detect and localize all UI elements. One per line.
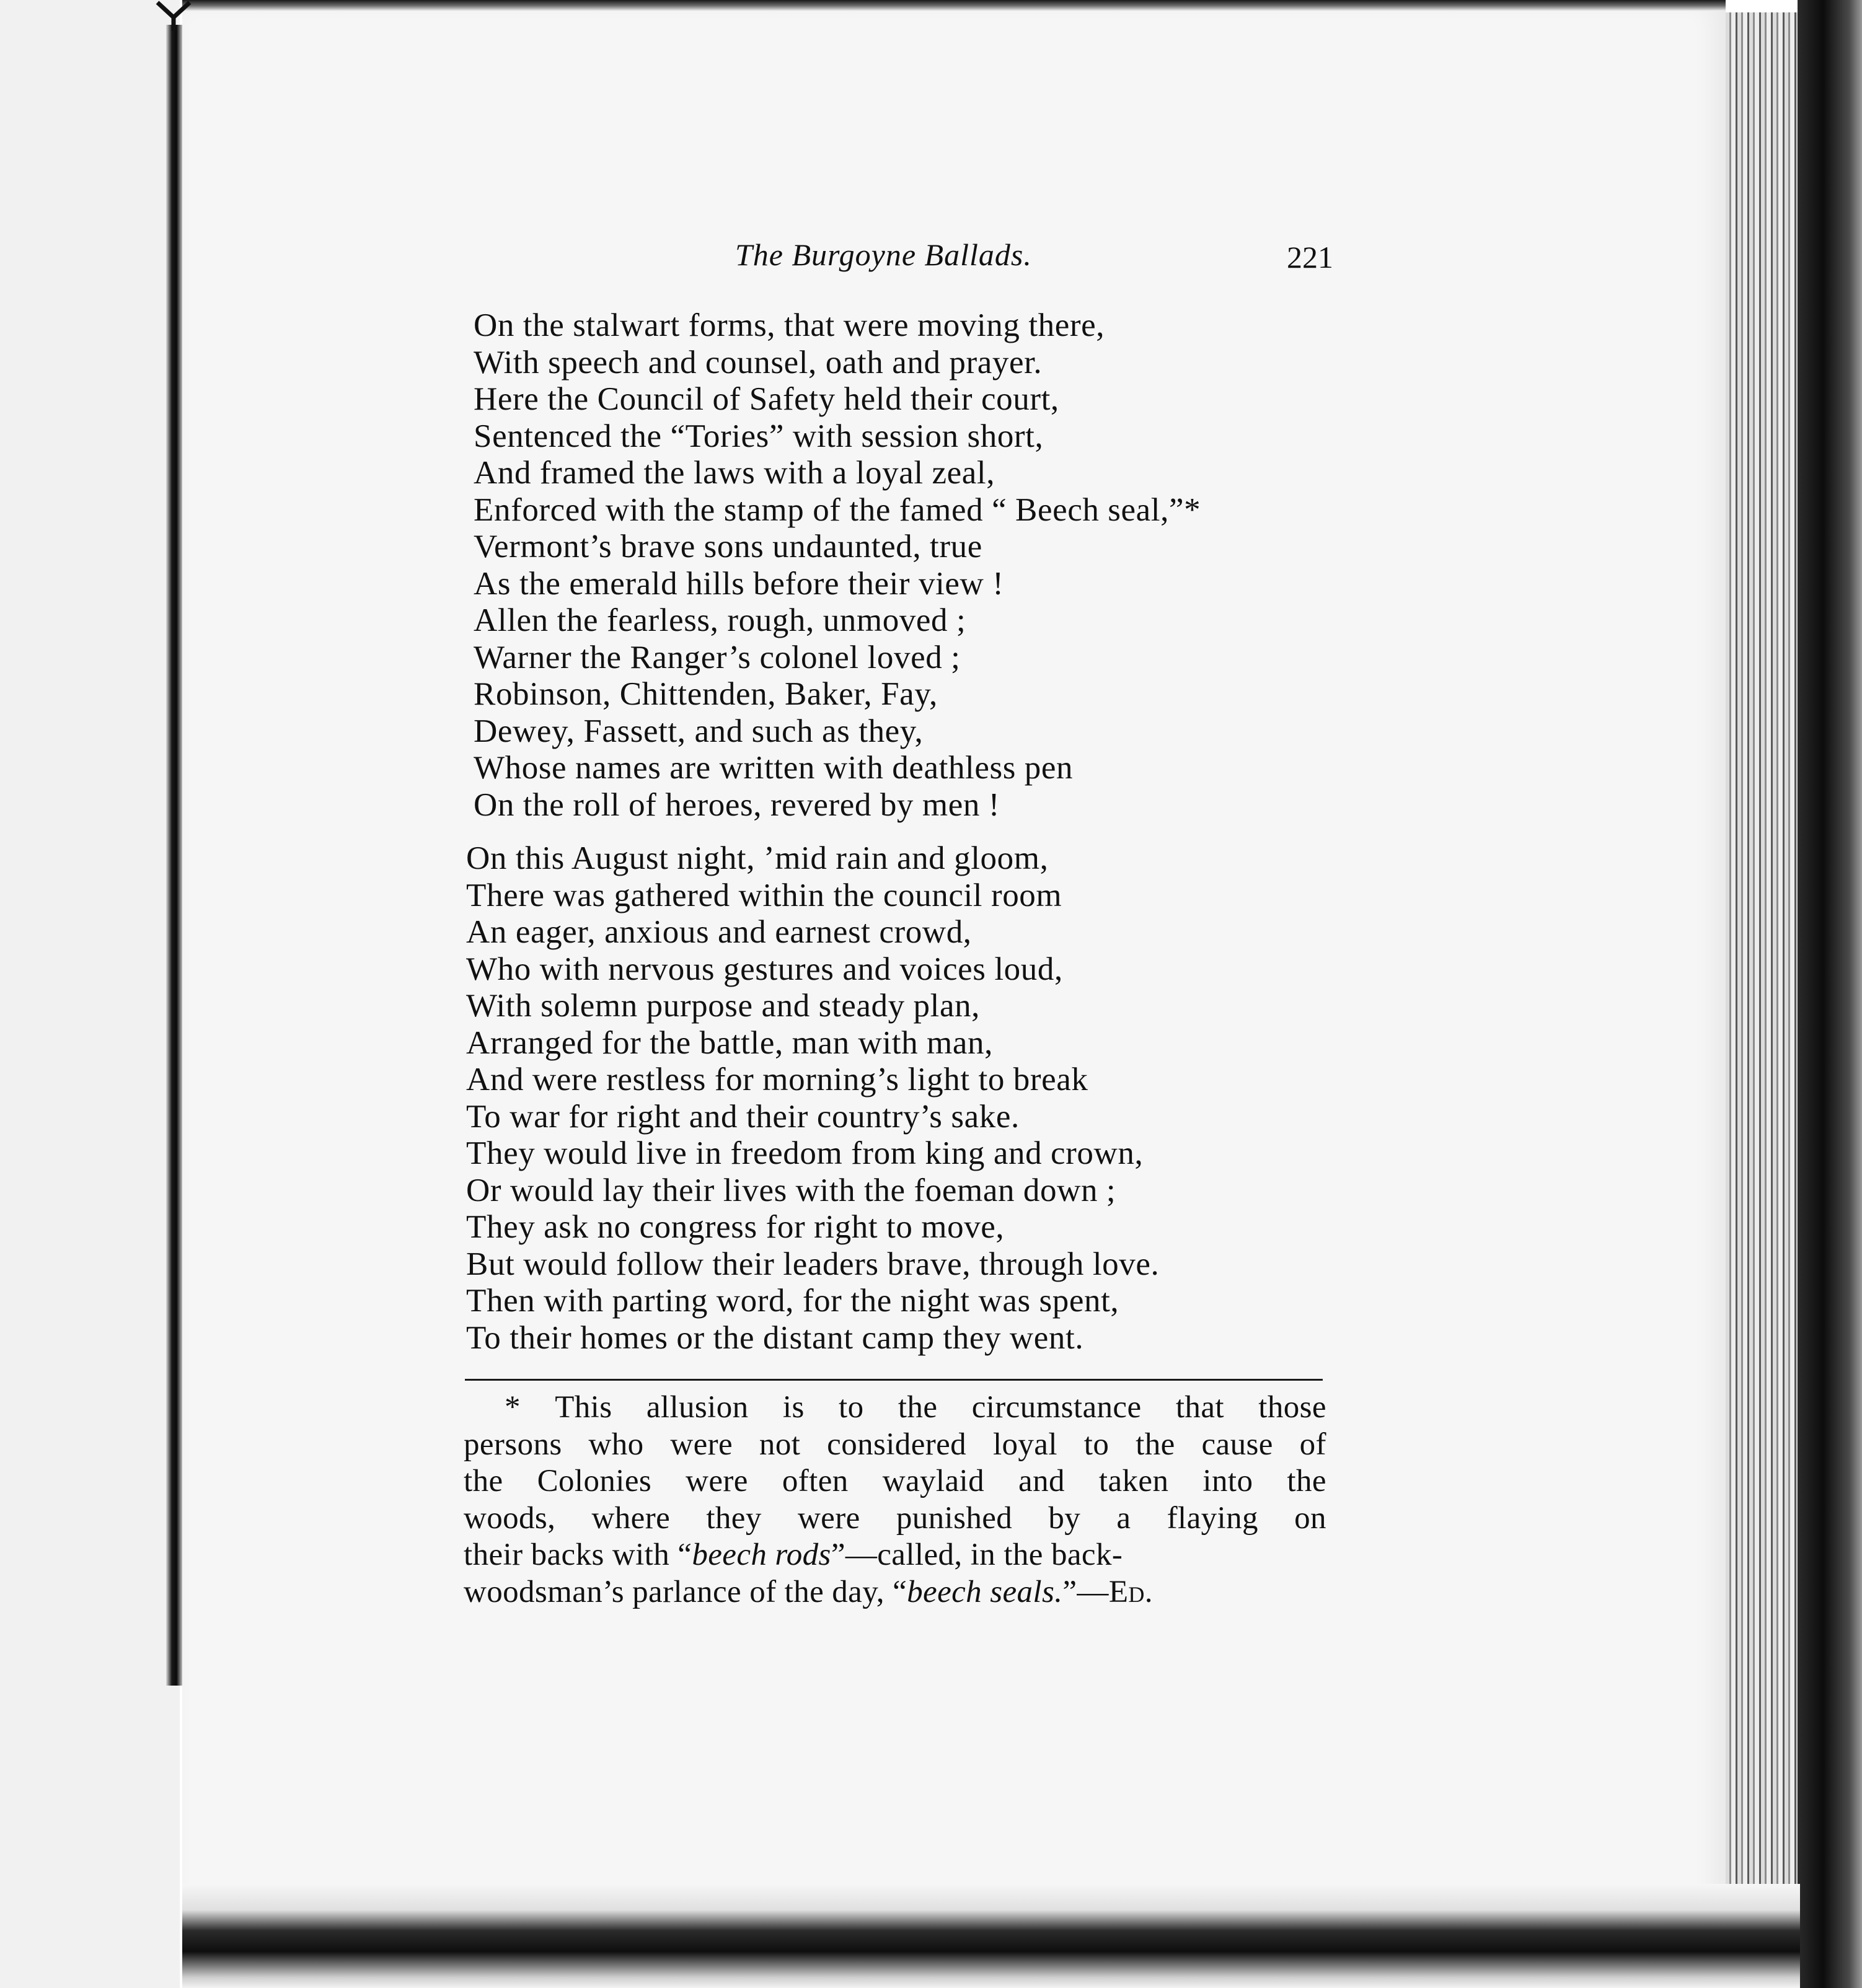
footnote-word: persons xyxy=(464,1427,562,1462)
running-head-title: The Burgoyne Ballads. xyxy=(735,237,1032,272)
stanza-1 xyxy=(474,307,1201,824)
footnote-word: were xyxy=(686,1464,748,1498)
footnote-word: cause xyxy=(1201,1427,1273,1462)
footnote-word: allusion xyxy=(646,1390,749,1425)
footnote-word: often xyxy=(782,1464,849,1498)
footnote-word: were xyxy=(797,1500,860,1536)
footnote-word: This xyxy=(555,1390,612,1425)
footnote-line xyxy=(464,1389,1326,1427)
verse-line: Who with nervous gestures and voices loud, xyxy=(466,951,1063,987)
verse-line: An eager, anxious and earnest crowd, xyxy=(466,914,972,950)
footnote-line xyxy=(464,1574,1326,1611)
verse-line: Dewey, Fassett, and such as they, xyxy=(474,713,924,749)
verse-line: To their homes or the distant camp they went. xyxy=(466,1319,1084,1356)
footnote-italic-term: beech seals. xyxy=(907,1574,1063,1609)
footnote-word: a xyxy=(1116,1500,1131,1536)
verse-line: They would live in freedom from king and crown, xyxy=(466,1135,1144,1171)
footnote-word: Colonies xyxy=(537,1464,652,1498)
verse-line: With solemn purpose and steady plan, xyxy=(466,988,981,1024)
verse-line: Robinson, Chittenden, Baker, Fay, xyxy=(474,676,938,712)
footnote-rule xyxy=(465,1379,1323,1381)
footnote-word: waylaid xyxy=(882,1464,984,1498)
binding-gutter xyxy=(166,25,182,1686)
footnote-italic-term: beech rods xyxy=(692,1537,831,1572)
verse-line: Sentenced the “Tories” with session short, xyxy=(474,418,1044,454)
verse-line: As the emerald hills before their view ! xyxy=(474,565,1004,602)
footnote-word: punished xyxy=(896,1500,1013,1536)
footnote-word: of xyxy=(1299,1427,1326,1462)
verse-line: With speech and counsel, oath and prayer. xyxy=(474,344,1043,380)
verse-line: Allen the fearless, rough, unmoved ; xyxy=(474,602,966,638)
footnote-word: into xyxy=(1202,1464,1253,1498)
stanza-2 xyxy=(466,840,1159,1357)
footnote-word: by xyxy=(1048,1500,1081,1536)
cover-edge xyxy=(1798,0,1862,1988)
verse-line: But would follow their leaders brave, through love. xyxy=(466,1246,1160,1282)
footnote-word: the xyxy=(1136,1427,1175,1462)
verse-line: There was gathered within the council room xyxy=(466,877,1062,913)
verse-line: And were restless for morning’s light to break xyxy=(466,1062,1088,1097)
footnote-word: that xyxy=(1175,1390,1224,1425)
bottom-edge xyxy=(182,1884,1800,1988)
footnote-word: considered xyxy=(827,1427,967,1462)
verse-line: To war for right and their country’s sake. xyxy=(466,1098,1020,1135)
verse-line: Then with parting word, for the night was spent, xyxy=(466,1283,1119,1319)
footnote-line xyxy=(464,1537,1326,1574)
verse-line: Warner the Ranger’s colonel loved ; xyxy=(474,639,961,675)
verse-line: Or would lay their lives with the foeman down ; xyxy=(466,1172,1116,1208)
footnote-word: woods, xyxy=(464,1500,556,1536)
top-edge xyxy=(182,0,1726,11)
verse-line: Whose names are written with deathless pen xyxy=(474,750,1074,786)
footnote-word: those xyxy=(1258,1390,1326,1425)
footnote xyxy=(464,1389,1326,1611)
footnote-word: loyal xyxy=(992,1427,1057,1462)
verse-line: They ask no congress for right to move, xyxy=(466,1209,1005,1245)
footnote-text: woodsman’s parlance of the day, “beech seals.”—Ed. xyxy=(464,1574,1153,1611)
verse-line: Here the Council of Safety held their court, xyxy=(474,381,1059,417)
footnote-word: to xyxy=(839,1390,864,1425)
footnote-word: the xyxy=(1287,1464,1326,1498)
verse-line: Enforced with the stamp of the famed “ Beech seal,”* xyxy=(474,491,1201,528)
verse-line: And framed the laws with a loyal zeal, xyxy=(474,455,995,491)
footnote-word: on xyxy=(1294,1500,1326,1536)
clip-mark-icon xyxy=(155,0,192,31)
footnote-word: flaying xyxy=(1167,1500,1258,1536)
verse-line: On the roll of heroes, revered by men ! xyxy=(474,786,1000,823)
facing-page xyxy=(0,0,180,1988)
verse-line: On this August night, ’mid rain and gloom, xyxy=(466,840,1049,876)
footnote-word: and xyxy=(1018,1464,1065,1498)
footnote-word: were xyxy=(670,1427,733,1462)
footnote-word: not xyxy=(759,1427,801,1462)
footnote-line xyxy=(464,1427,1326,1464)
footnote-word: the xyxy=(898,1390,938,1425)
footnote-text: their backs with “beech rods”—called, in the back- xyxy=(464,1537,1123,1572)
editor-signature: Ed. xyxy=(1108,1574,1153,1609)
footnote-word: is xyxy=(782,1390,805,1425)
footnote-word: to xyxy=(1083,1427,1110,1462)
footnote-word: the xyxy=(464,1464,503,1498)
footnote-word: taken xyxy=(1098,1464,1169,1498)
verse-line: On the stalwart forms, that were moving there, xyxy=(474,307,1105,343)
footnote-word: circumstance xyxy=(971,1390,1142,1425)
verse-line: Arranged for the battle, man with man, xyxy=(466,1024,993,1061)
footnote-word: where xyxy=(591,1500,671,1536)
footnote-word: they xyxy=(706,1500,762,1536)
footnote-line xyxy=(464,1463,1326,1500)
footnote-word: * xyxy=(505,1390,521,1425)
footnote-word: who xyxy=(588,1427,644,1462)
verse-line: Vermont’s brave sons undaunted, true xyxy=(474,529,982,565)
page-number: 221 xyxy=(1287,240,1333,275)
footnote-line xyxy=(464,1500,1326,1537)
